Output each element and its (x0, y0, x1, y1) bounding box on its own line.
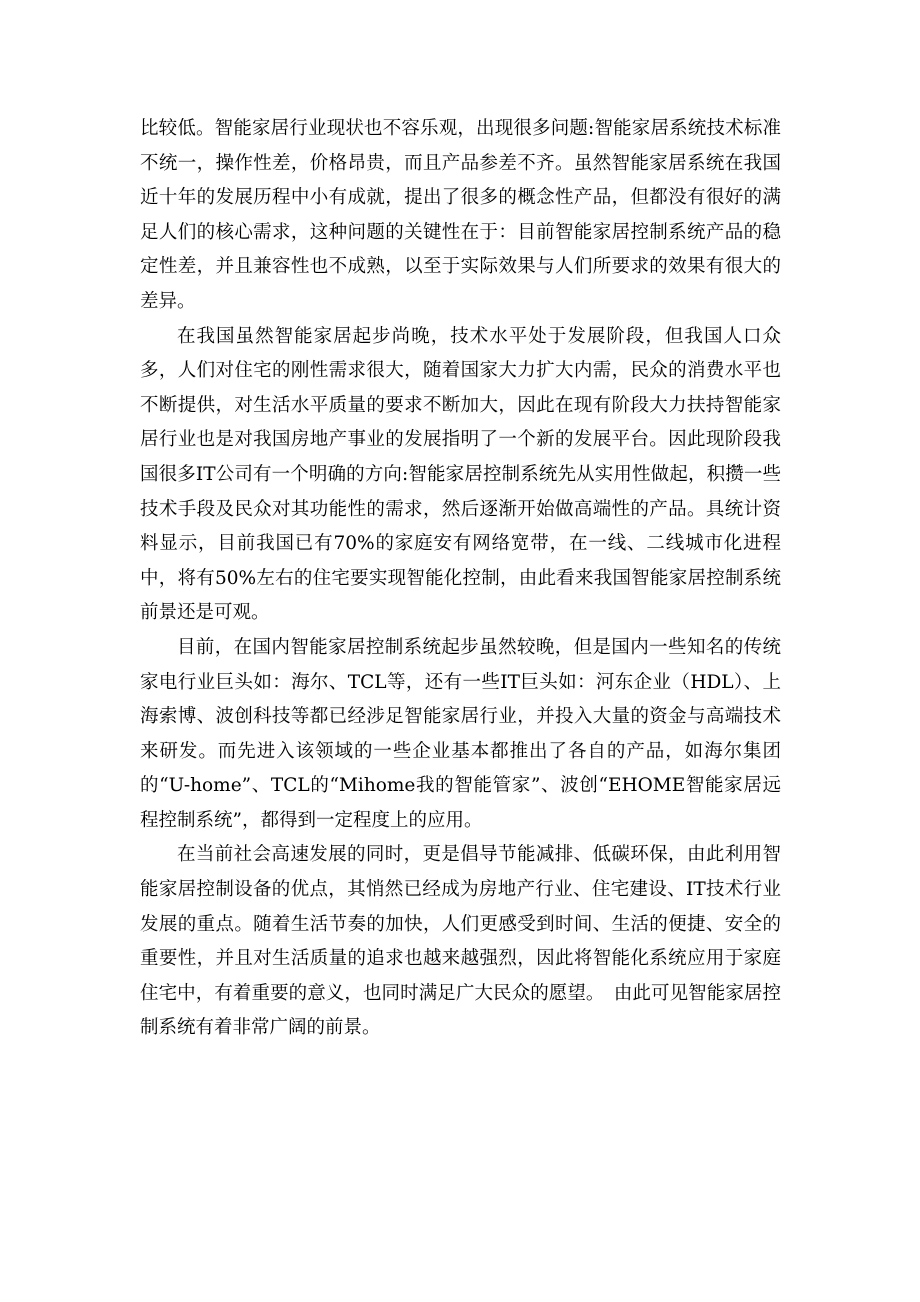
paragraph-3: 目前，在国内智能家居控制系统起步虽然较晚，但是国内一些知名的传统家电行业巨头如：海尔、TCL等，还有一些IT巨头如：河东企业（HDL）、上海索博、波创科技等都已经涉足智能家居行业，并投入大量的资金与高端技术来研发。而先进入该领域的一些企业基本都推出了各自的产品，如海尔集团的“U-home”、TCL的“Mihome我的智能管家”、波创“EHOME智能家居远程控制系统”，都得到一定程度上的应用。 (140, 636, 781, 831)
paragraph-2: 在我国虽然智能家居起步尚晚，技术水平处于发展阶段，但我国人口众多，人们对住宅的刚性需求很大，随着国家大力扩大内需，民众的消费水平也不断提供，对生活水平质量的要求不断加大，因此在现有阶段大力扶持智能家居行业也是对我国房地产事业的发展指明了一个新的发展平台。因此现阶段我国很多IT公司有一个明确的方向:智能家居控制系统先从实用性做起，积攒一些技术手段及民众对其功能性的需求，然后逐渐开始做高端性的产品。具统计资料显示，目前我国已有70%的家庭安有网络宽带，在一线、二线城市化进程中，将有50%左右的住宅要实现智能化控制，由此看来我国智能家居控制系统前景还是可观。 (140, 325, 781, 624)
paragraph-1: 比较低。智能家居行业现状也不容乐观，出现很多问题:智能家居系统技术标准不统一，操作性差，价格昂贵，而且产品参差不齐。虽然智能家居系统在我国近十年的发展历程中小有成就，提出了很多的概念性产品，但都没有很好的满足人们的核心需求，这种问题的关键性在于：目前智能家居控制系统产品的稳定性差，并且兼容性也不成熟，以至于实际效果与人们所要求的效果有很大的差异。 (140, 118, 781, 312)
paragraph-4: 在当前社会高速发展的同时，更是倡导节能减排、低碳环保，由此利用智能家居控制设备的优点，其悄然已经成为房地产行业、住宅建设、IT技术行业发展的重点。随着生活节奏的加快，人们更感受到时间、生活的便捷、安全的重要性，并且对生活质量的追求也越来越强烈，因此将智能化系统应用于家庭住宅中，有着重要的意义，也同时满足广大民众的愿望。 由此可见智能家居控制系统有着非常广阔的前景。 (140, 844, 781, 1039)
document-body (140, 112, 781, 1046)
